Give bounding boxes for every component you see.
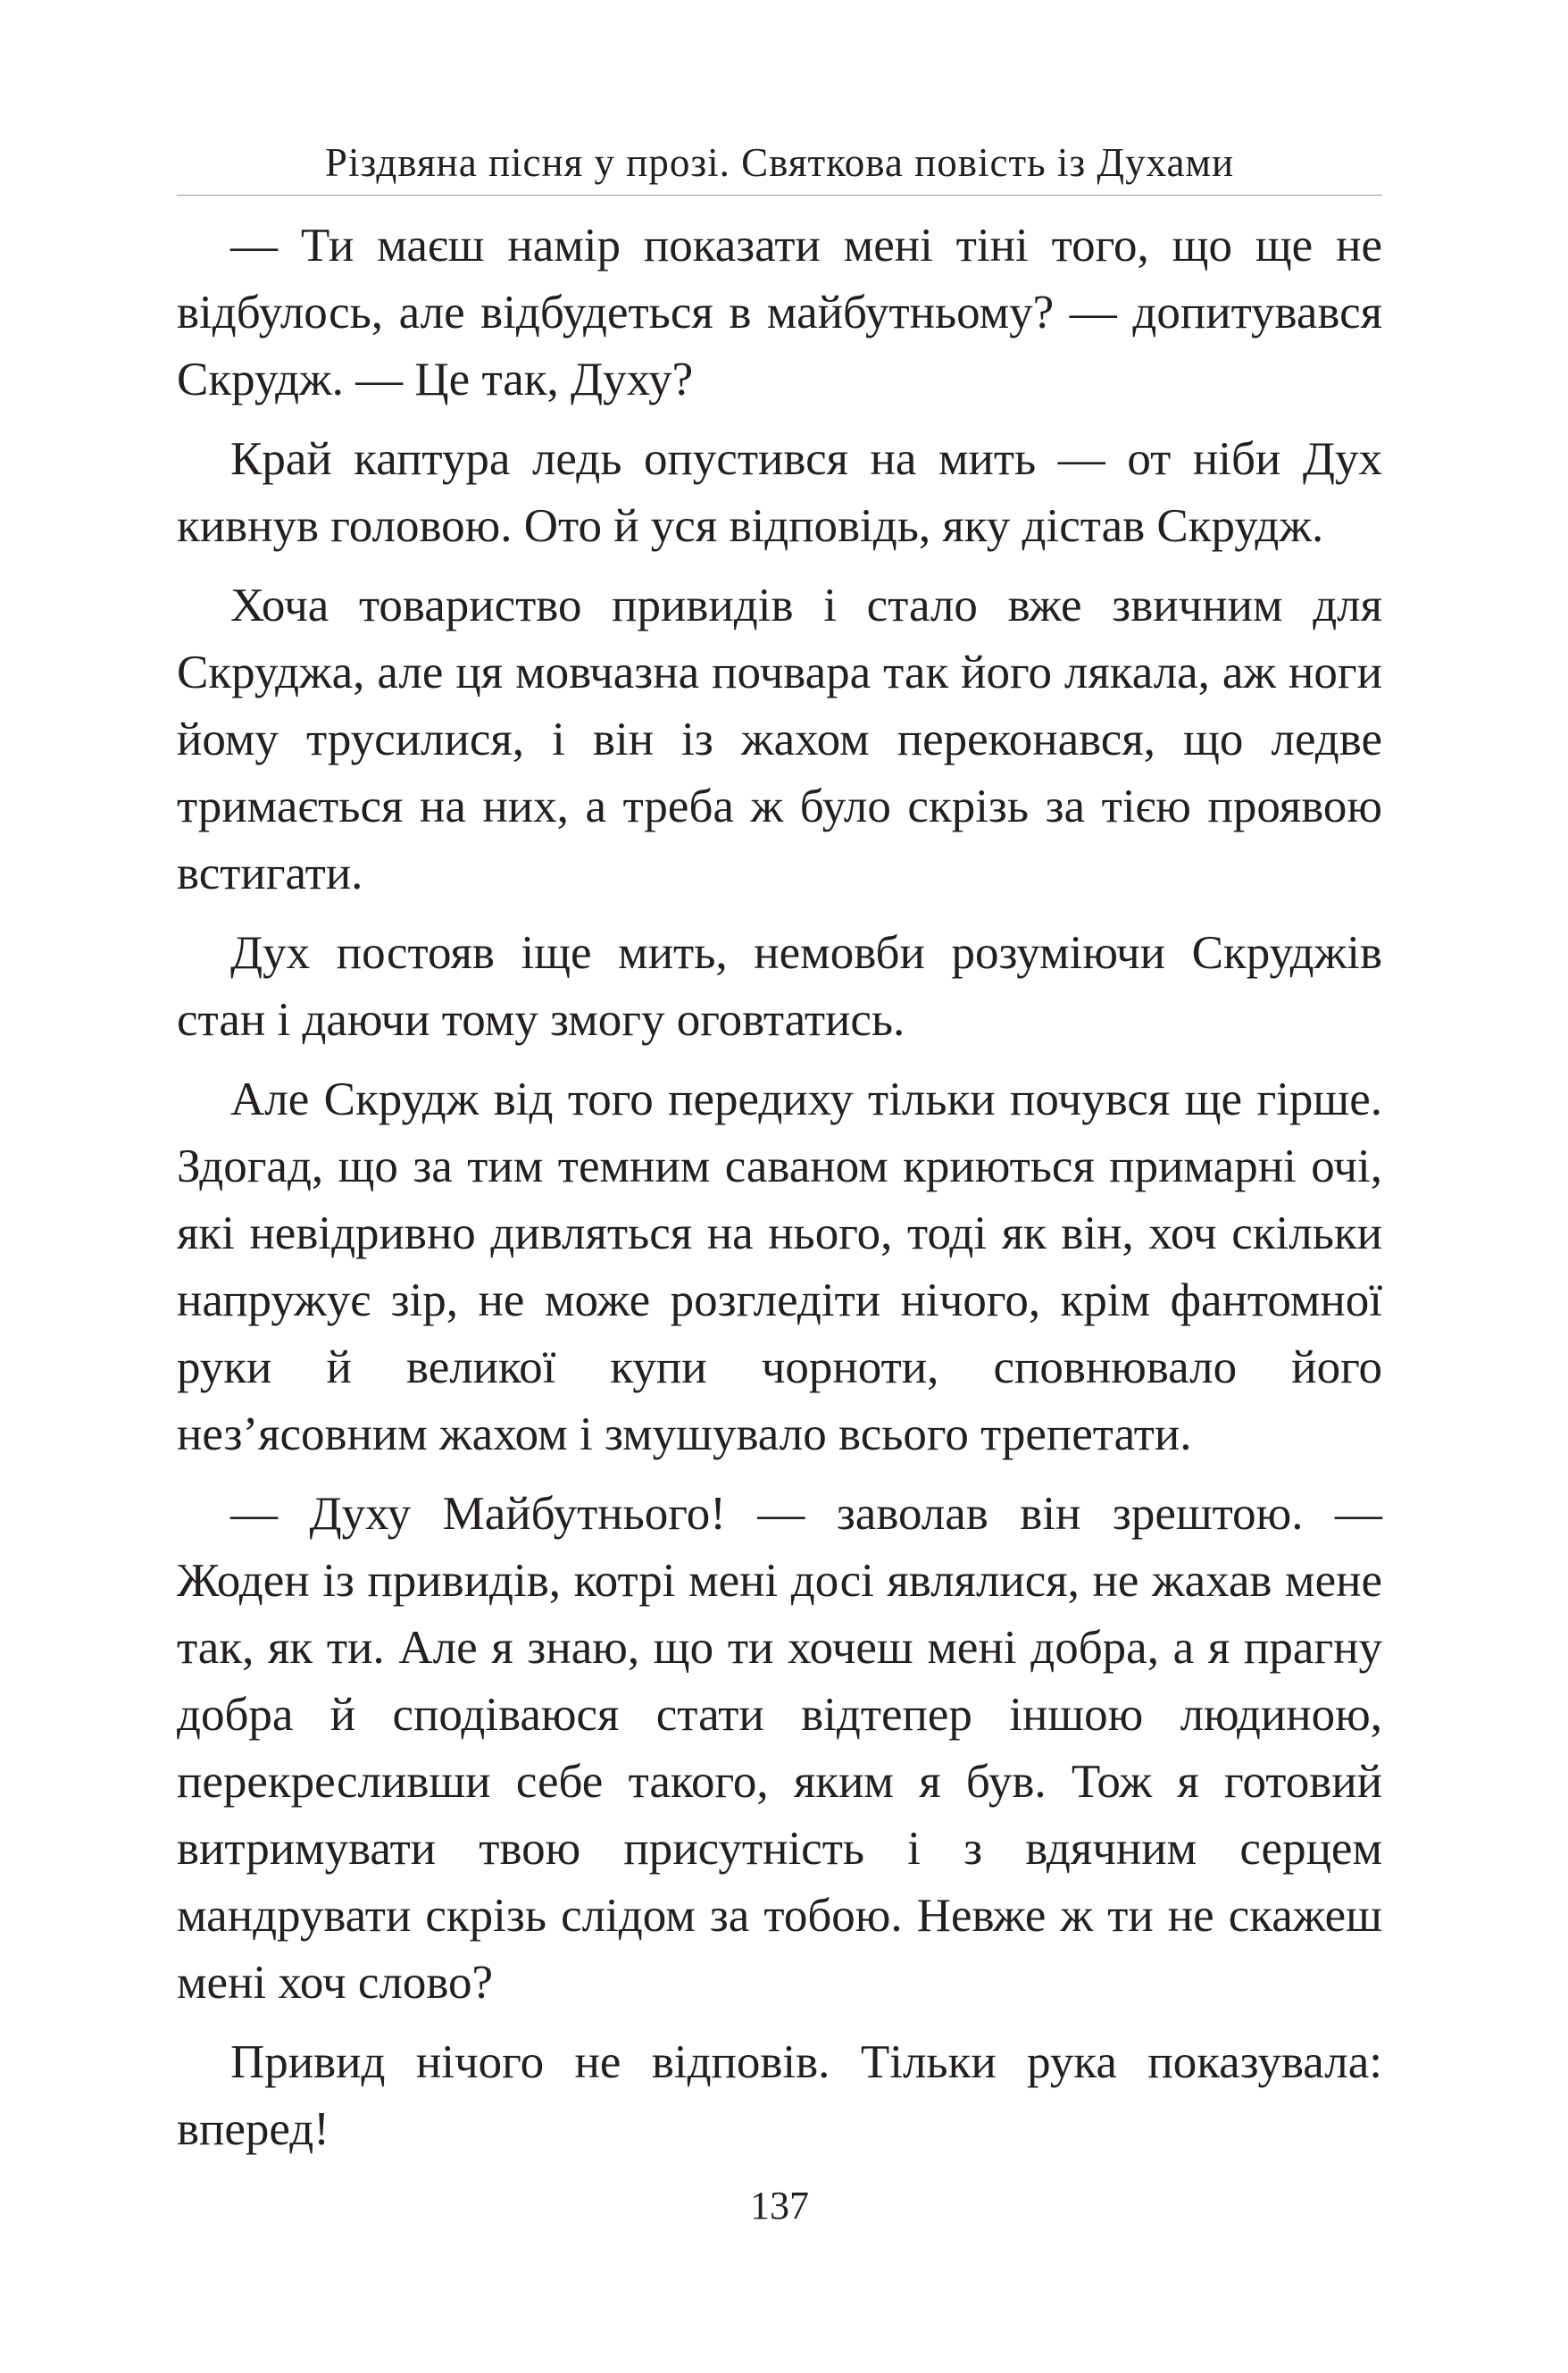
paragraph: Привид нічого не відповів. Тільки рука показувала: вперед!	[177, 2036, 1382, 2155]
paragraph: — Духу Майбутнього! — заволав він зрештою. — Жоден із привидів, котрі мені досі являлися, не жахав мене так, як ти. Але я знаю, що ти хочеш мені добра, а я прагну добра й сподіваюся стати відтепер іншою людиною, перекресливши себе такого, яким я був. Тож я готовий витримувати твою присутність і з вдячним серцем мандрувати скрізь слідом за тобою. Невже ж ти не скажеш мені хоч слово?	[177, 1488, 1382, 2009]
paragraph: Край каптура ледь опустився на мить — от ніби Дух кивнув головою. Ото й уся відповідь, яку дістав Скрудж.	[177, 433, 1382, 552]
paragraph: — Ти маєш намір показати мені тіні того, що ще не відбулось, але відбудеться в майбутньому? — допитувався Скрудж. — Це так, Духу?	[177, 220, 1382, 405]
paragraph: Дух постояв іще мить, немовби розуміючи Скруджів стан і даючи тому змогу оговтатись.	[177, 927, 1382, 1046]
header-rule	[177, 195, 1382, 196]
page-number: 137	[750, 2184, 809, 2227]
running-head: Різдвяна пісня у прозі. Святкова повість із Духами	[324, 140, 1235, 185]
paragraph: Хоча товариство привидів і стало вже звичним для Скруджа, але ця мовчазна почвара так його лякала, аж ноги йому трусилися, і він із жахом переконався, що ледве тримається на них, а треба ж було скрізь за тією проявою встигати.	[177, 580, 1382, 899]
paragraph: Але Скрудж від того передиху тільки почувся ще гірше. Здогад, що за тим темним саваном криються примарні очі, які невідривно дивляться на нього, тоді як він, хоч скільки напружує зір, не може розгледіти нічого, крім фантомної руки й великої купи чорноти, сповнювало його нез’ясовним жахом і змушувало всього трепетати.	[177, 1074, 1382, 1460]
body-text	[177, 213, 1382, 2176]
